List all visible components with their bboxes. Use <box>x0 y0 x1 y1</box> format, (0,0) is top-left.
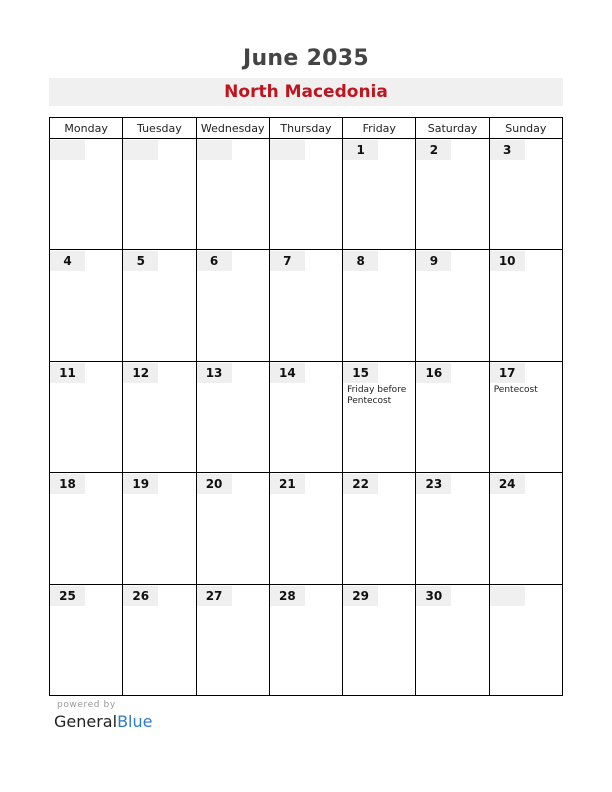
day-number: 20 <box>197 474 232 494</box>
country-banner <box>49 78 563 106</box>
week-row <box>50 250 563 361</box>
day-cell <box>489 473 562 584</box>
powered-by-label: powered by <box>57 700 116 710</box>
day-cell <box>50 584 123 695</box>
holiday-label: Friday before Pentecost <box>347 384 407 406</box>
day-cell <box>343 361 416 472</box>
brand-blue: Blue <box>117 712 153 731</box>
weekday-saturday: Saturday <box>416 118 489 139</box>
day-cell <box>123 473 196 584</box>
day-cell <box>123 250 196 361</box>
weekday-thursday: Thursday <box>269 118 342 139</box>
day-cell <box>269 473 342 584</box>
day-cell <box>50 361 123 472</box>
day-cell <box>416 584 489 695</box>
weekday-tuesday: Tuesday <box>123 118 196 139</box>
day-cell <box>269 361 342 472</box>
day-number: 11 <box>50 363 85 383</box>
day-cell <box>416 250 489 361</box>
day-number: 10 <box>490 251 525 271</box>
day-cell <box>123 584 196 695</box>
day-number: 14 <box>270 363 305 383</box>
empty-day-marker <box>50 140 85 160</box>
calendar-title: June 2035 <box>242 46 370 71</box>
day-number: 3 <box>490 140 525 160</box>
day-cell <box>269 139 342 250</box>
day-cell <box>196 250 269 361</box>
day-number: 21 <box>270 474 305 494</box>
day-cell <box>269 584 342 695</box>
day-number: 27 <box>197 586 232 606</box>
day-number: 28 <box>270 586 305 606</box>
generalblue-logo[interactable] <box>54 712 152 731</box>
country-name: North Macedonia <box>224 82 388 102</box>
day-number: 25 <box>50 586 85 606</box>
day-cell <box>343 139 416 250</box>
weekday-sunday: Sunday <box>489 118 562 139</box>
day-number: 19 <box>123 474 158 494</box>
day-cell <box>196 473 269 584</box>
day-cell <box>343 584 416 695</box>
day-cell <box>50 473 123 584</box>
week-row <box>50 584 563 695</box>
day-number: 13 <box>197 363 232 383</box>
empty-day-marker <box>490 586 525 606</box>
brand-general: General <box>54 712 118 731</box>
day-cell <box>343 473 416 584</box>
day-cell <box>416 473 489 584</box>
day-cell <box>196 584 269 695</box>
day-number: 1 <box>343 140 378 160</box>
weekday-header-row <box>50 118 563 139</box>
empty-day-marker <box>270 140 305 160</box>
day-number: 29 <box>343 586 378 606</box>
weekday-friday: Friday <box>343 118 416 139</box>
day-cell <box>489 139 562 250</box>
weekday-monday: Monday <box>50 118 123 139</box>
day-number: 17 <box>490 363 525 383</box>
day-number: 12 <box>123 363 158 383</box>
day-cell <box>50 250 123 361</box>
empty-day-marker <box>197 140 232 160</box>
day-cell <box>123 139 196 250</box>
day-number: 5 <box>123 251 158 271</box>
empty-day-marker <box>123 140 158 160</box>
day-number: 4 <box>50 251 85 271</box>
day-number: 16 <box>416 363 451 383</box>
day-cell <box>269 250 342 361</box>
day-cell <box>196 361 269 472</box>
day-number: 23 <box>416 474 451 494</box>
day-cell <box>416 139 489 250</box>
day-cell <box>489 584 562 695</box>
day-number: 2 <box>416 140 451 160</box>
holiday-label: Pentecost <box>493 384 538 395</box>
day-cell <box>343 250 416 361</box>
day-cell <box>416 361 489 472</box>
day-number: 6 <box>197 251 232 271</box>
day-number: 22 <box>343 474 378 494</box>
day-cell <box>489 361 562 472</box>
day-number: 9 <box>416 251 451 271</box>
calendar-grid <box>49 117 563 696</box>
week-row <box>50 473 563 584</box>
day-number: 26 <box>123 586 158 606</box>
day-cell <box>196 139 269 250</box>
day-number: 15 <box>343 363 378 383</box>
day-number: 18 <box>50 474 85 494</box>
day-number: 24 <box>490 474 525 494</box>
day-cell <box>50 139 123 250</box>
weekday-wednesday: Wednesday <box>196 118 269 139</box>
day-number: 30 <box>416 586 451 606</box>
day-cell <box>123 361 196 472</box>
day-number: 7 <box>270 251 305 271</box>
week-row <box>50 139 563 250</box>
day-cell <box>489 250 562 361</box>
week-row <box>50 361 563 472</box>
day-number: 8 <box>343 251 378 271</box>
